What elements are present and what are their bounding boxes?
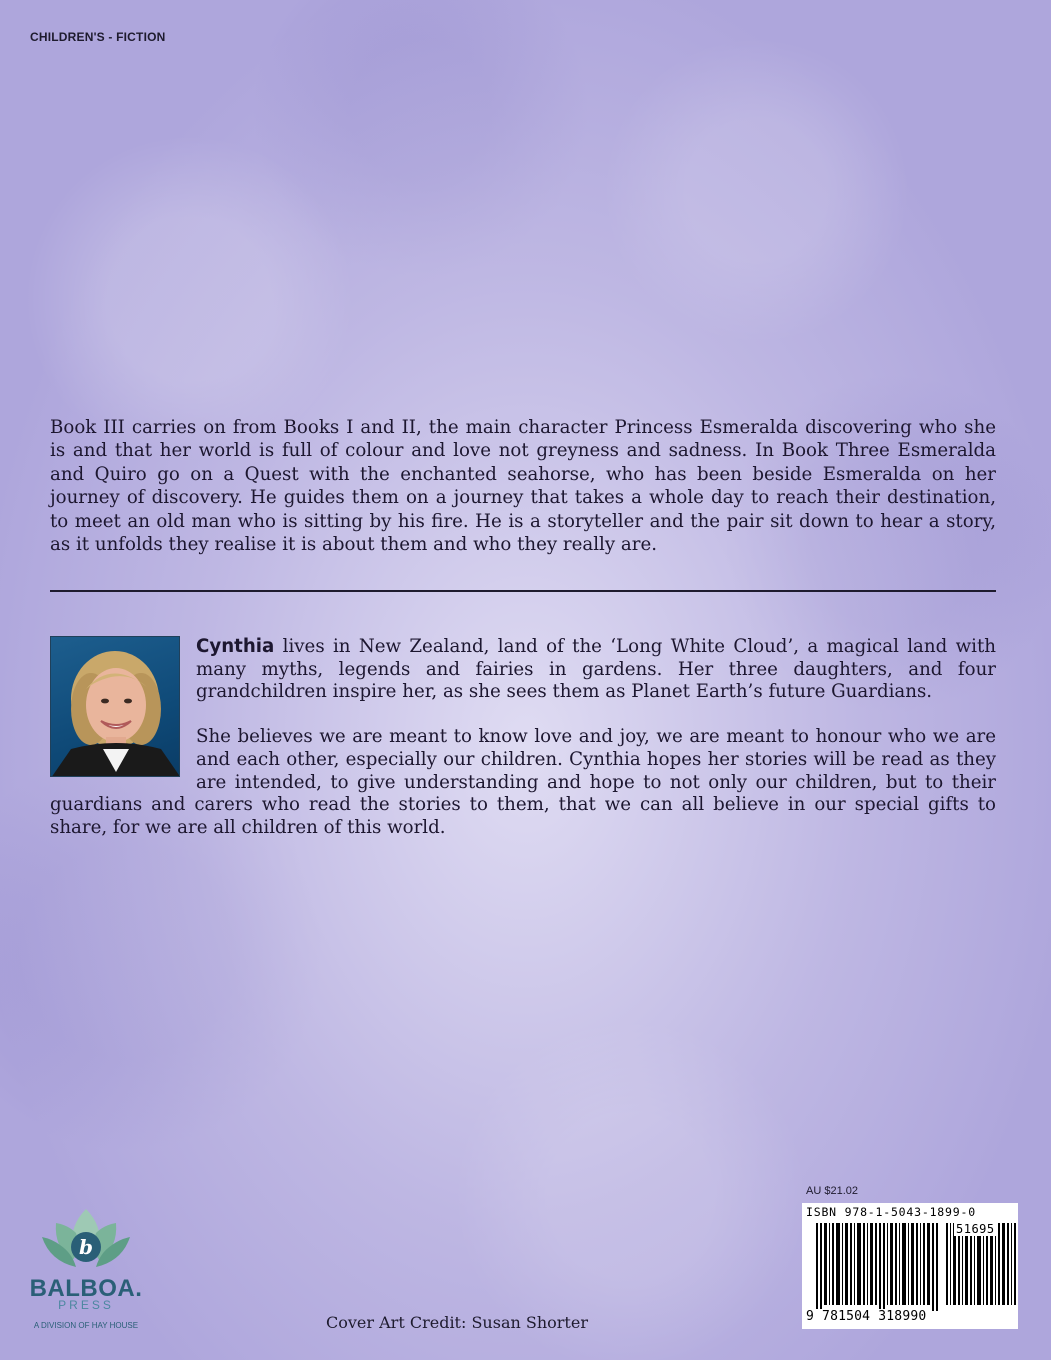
- isbn-barcode: [802, 1203, 1018, 1329]
- publisher-logo: [26, 1203, 146, 1333]
- book-blurb: Book III carries on from Books I and II, the main character Princess Esmeralda discovering who she is and that her world is full of colour and love not greyness and sadness. In Book Three Esmeralda and Quiro go on a Quest with the enchanted seahorse, who has been beside Esmeralda on her journey of discovery. He guides them on a journey that takes a whole day to reach their destination, to meet an old man who is sitting by his fire. He is a storyteller and the pair sit down to hear a story, as it unfolds they realise it is about them and who they really are.: [50, 417, 996, 556]
- author-bio: [50, 636, 996, 862]
- genre-label: CHILDREN'S - FICTION: [30, 30, 166, 44]
- publisher-name: BALBOA.: [29, 1275, 143, 1302]
- bio-paragraph-2: She believes we are meant to know love and joy, we are meant to honour who we are and each other, especially our children. Cynthia hopes her stories will be read as they are intended, to give understanding and hope to not only our children, but to their guardians and carers who read the stories to them, that we can all believe in our special gifts to share, for we are all children of this world.: [50, 726, 996, 838]
- publisher-sub: PRESS: [58, 1298, 114, 1312]
- author-name: Cynthia: [196, 636, 275, 657]
- ean-barcode: [816, 1223, 1016, 1311]
- price-label: AU $21.02: [806, 1185, 858, 1197]
- bio-paragraph-1: [50, 636, 996, 704]
- cover-art-credit: Cover Art Credit: Susan Shorter: [326, 1313, 588, 1332]
- svg-text:b: b: [79, 1235, 93, 1259]
- lotus-b-icon: [26, 1203, 146, 1275]
- addon-code: 51695: [956, 1222, 995, 1236]
- bio-paragraph-1-text: lives in New Zealand, land of the ‘Long White Cloud’, a magical land with many myths, legends and fairies in gardens. Her three daughters, and four grandchildren inspire her, as she sees them as Planet Earth’s future Guardians.: [196, 636, 996, 703]
- isbn-text: ISBN 978-1-5043-1899-0: [806, 1205, 976, 1219]
- section-divider: [50, 590, 996, 592]
- ean-digits: 9 781504 318990: [806, 1309, 927, 1324]
- publisher-division: A DIVISION OF HAY HOUSE: [33, 1321, 139, 1330]
